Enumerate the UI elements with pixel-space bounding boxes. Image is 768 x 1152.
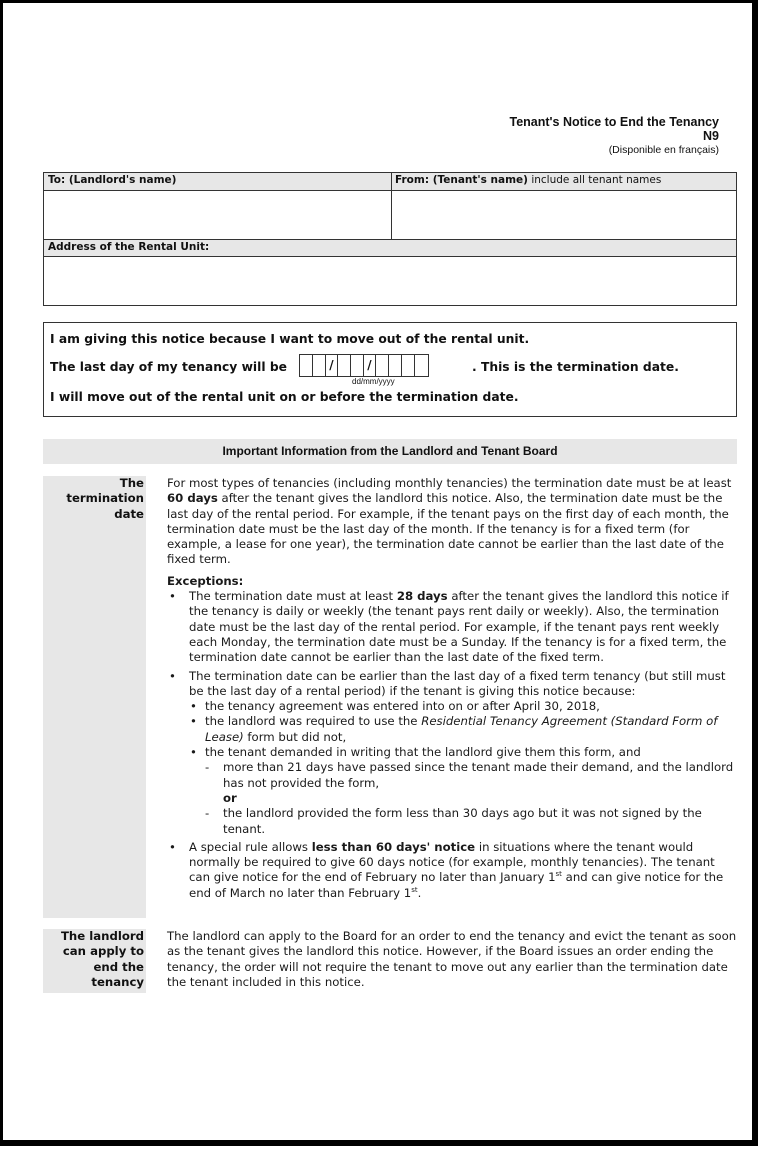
day-digit-1[interactable] xyxy=(300,355,313,376)
info-section-heading: Important Information from the Landlord and Tenant Board xyxy=(43,439,737,464)
month-digit-2[interactable] xyxy=(351,355,364,376)
landlord-apply-label xyxy=(43,929,146,993)
year-digit-4[interactable] xyxy=(415,355,428,376)
exception-item xyxy=(167,589,739,665)
sub-condition-item: • the tenancy agreement was entered into on or after April 30, 2018, xyxy=(167,699,739,714)
label-line: termination xyxy=(66,491,144,506)
text-run: . xyxy=(417,885,422,900)
termination-date-field[interactable] xyxy=(299,354,429,377)
exception-item xyxy=(167,669,739,700)
to-label-text: To: (Landlord's name) xyxy=(48,174,177,186)
day-digit-2[interactable] xyxy=(313,355,326,376)
label-line: end the xyxy=(93,959,144,974)
date-separator: / xyxy=(364,355,376,376)
landlord-name-field[interactable] xyxy=(44,191,391,239)
text-run: form but did not, xyxy=(243,729,347,744)
dash-condition-item: - more than 21 days have passed since the tenant made their demand, and the landlord has not provided the form, xyxy=(167,760,739,791)
last-day-label: The last day of my tenancy will be xyxy=(50,360,288,374)
exceptions-list xyxy=(167,589,739,901)
date-separator: / xyxy=(326,355,338,376)
text-run-italic: Residential Tenancy Agreement (Standard Form of Lease) xyxy=(205,714,718,744)
or-separator: or xyxy=(223,790,237,805)
text-run-bold: less than 60 days' notice xyxy=(311,839,476,854)
text-run: after the tenant gives the landlord this notice. Also, the termination date must be the last day of the rental period. For example, if the tenant pays on the first day of each month, the termination date must be the last day of the month. If the tenancy is for a fixed term (for example, a lease for one year), the termination date cannot be earlier than the last date of the fixed term. xyxy=(167,491,729,567)
label-line: tenancy xyxy=(91,974,144,989)
termination-date-suffix: . This is the termination date. xyxy=(472,360,679,374)
form-header xyxy=(510,115,719,157)
from-label-note: include all tenant names xyxy=(527,174,662,186)
text-run: and can give notice for the end of March no later than February 1 xyxy=(189,870,724,900)
exception-item xyxy=(167,840,739,901)
sub-condition-item xyxy=(167,714,739,745)
parties-table xyxy=(43,172,737,306)
address-label-text: Address of the Rental Unit: xyxy=(48,241,210,253)
notice-reason: I am giving this notice because I want to move out of the rental unit. xyxy=(50,332,530,346)
termination-date-content xyxy=(167,476,739,901)
tenant-name-field[interactable] xyxy=(392,191,736,239)
termination-date-label xyxy=(43,476,146,918)
to-landlord-label xyxy=(44,173,391,191)
form-code: N9 xyxy=(703,129,719,143)
text-run-bold: 28 days xyxy=(396,589,448,604)
text-run: after the tenant gives the landlord this notice if the tenancy is daily or weekly (the tenant pays rent daily or weekly). Also, the termination date must be the last day of the rental period. For example, if the tenant pays rent weekly each Monday, the termination date must be a Sunday. If the tenancy is for a fixed term, the termination date cannot be earlier than the last date of the fixed term. xyxy=(189,589,729,665)
notice-statement-box xyxy=(43,322,737,417)
month-digit-1[interactable] xyxy=(338,355,351,376)
french-availability-note: (Disponible en français) xyxy=(608,144,719,156)
text-run: The termination date must at least xyxy=(189,589,397,604)
text-run: The termination date can be earlier than the last day of a fixed term tenancy (but still must be the last day of a rental period) if the tenant is giving this notice because: xyxy=(189,668,726,698)
text-run-bold: 60 days xyxy=(167,491,218,506)
rental-address-field[interactable] xyxy=(44,257,736,305)
label-line: date xyxy=(114,506,144,521)
sub-condition-item: • the tenant demanded in writing that the landlord give them this form, and xyxy=(167,745,739,760)
from-label-text: From: (Tenant's name) xyxy=(395,174,528,186)
label-line: can apply to xyxy=(62,944,144,959)
form-title: Tenant's Notice to End the Tenancy xyxy=(509,115,719,129)
text-run: A special rule allows xyxy=(189,839,312,854)
text-run: For most types of tenancies (including monthly tenancies) the termination date must be at least xyxy=(167,476,732,490)
year-digit-3[interactable] xyxy=(402,355,415,376)
exceptions-heading: Exceptions: xyxy=(167,573,244,588)
move-out-statement: I will move out of the rental unit on or before the termination date. xyxy=(50,390,519,404)
dash-condition-item: - the landlord provided the form less than 30 days ago but it was not signed by the tenant. xyxy=(167,806,739,837)
address-label xyxy=(44,240,736,257)
date-format-hint: dd/mm/yyyy xyxy=(352,377,395,386)
text-run: in situations where the tenant would normally be required to give 60 days notice (for example, monthly tenancies). The tenant can give notice for the end of February no later than January 1 xyxy=(189,839,715,885)
label-line: The landlord xyxy=(60,929,144,943)
termination-paragraph xyxy=(167,476,739,568)
label-line: The xyxy=(119,476,144,490)
year-digit-1[interactable] xyxy=(376,355,389,376)
landlord-apply-content xyxy=(167,929,739,990)
year-digit-2[interactable] xyxy=(389,355,402,376)
from-tenant-label xyxy=(391,173,736,191)
landlord-apply-paragraph: The landlord can apply to the Board for an order to end the tenancy and evict the tenant as soon as the tenant gives the landlord this notice. However, if the Board issues an order ending the tenancy, the order will not require the tenant to move out any earlier than the termination date the tenant included in this notice. xyxy=(167,929,737,989)
superscript: st xyxy=(411,885,418,894)
superscript: st xyxy=(555,870,562,879)
text-run: the landlord was required to use the xyxy=(205,714,422,729)
